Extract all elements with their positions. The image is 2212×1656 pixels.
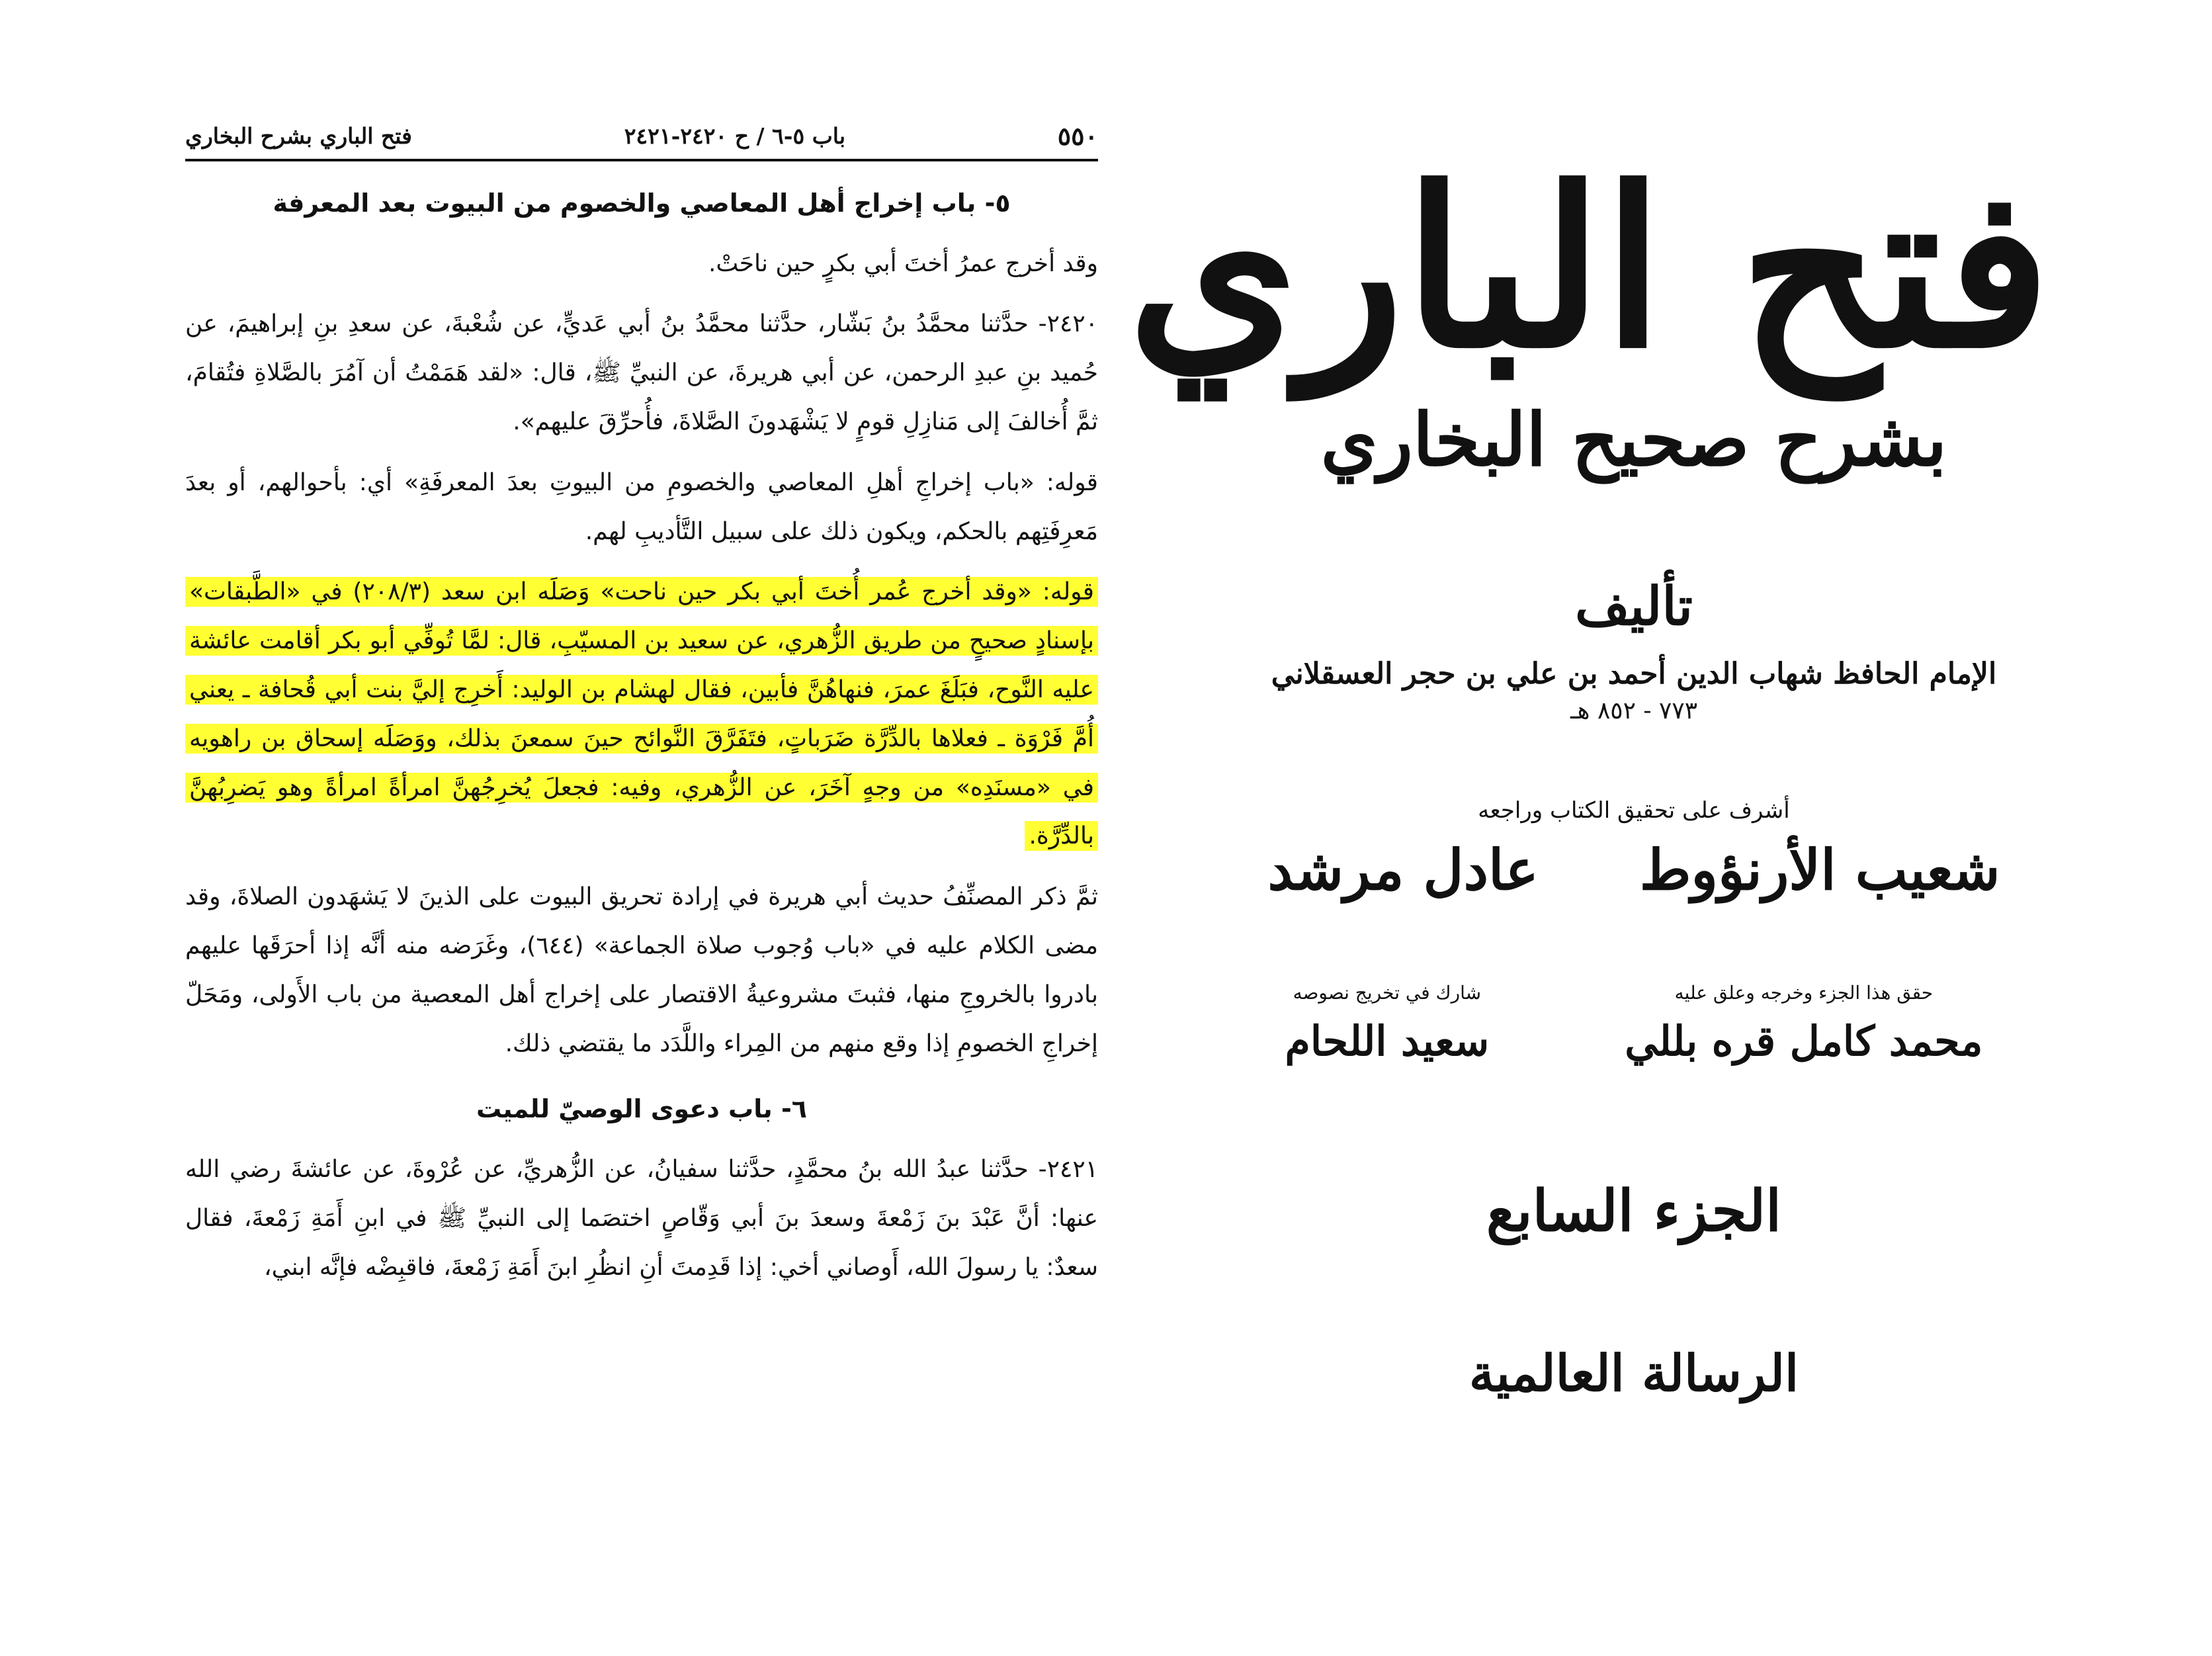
editor-2: عادل مرشد bbox=[1267, 837, 1539, 902]
assistants-row bbox=[1217, 982, 2051, 1065]
assistant-1-name: محمد كامل قره بللي bbox=[1625, 1017, 1983, 1065]
section-5-heading: ٥- باب إخراج أهل المعاصي والخصوم من البيوت بعد المعرفة bbox=[273, 189, 1011, 218]
page-number: ٥٥٠ bbox=[1057, 120, 1098, 151]
supervisors-label: أشرف على تحقيق الكتاب وراجعه bbox=[1478, 797, 1790, 824]
assistant-2-name: سعيد اللحام bbox=[1285, 1017, 1490, 1065]
title-page bbox=[1127, 132, 2051, 1588]
assistant-1 bbox=[1625, 982, 1982, 1065]
commentary-paragraph-1: قوله: «باب إخراجِ أهلِ المعاصي والخصومِ من البيوتِ بعدَ المعرفَةِ» أي: بأحوالهم، أو بعدَ مَعرِفَتِهم بالحكم، ويكون ذلك على سبيل التَّأديبِ لهم. bbox=[185, 468, 1098, 545]
commentary-paragraph-2: ثمَّ ذكر المصنِّفُ حديث أبي هريرة في إرادة تحريق البيوت على الذينَ لا يَشهَدون الصلاةَ، وقد مضى الكلام عليه في «باب وُجوب صلاة الجماعة» (٦٤٤)، وغَرَضه منه أنَّه إذا أحرَقَها عليهم بادروا بالخروجِ منها، فثبتَ مشروعيةُ الاقتصار على إخراج أهل المعصية من باب الأَولى، ومَحَلّ إخراجِ الخصومِ إذا وقع منهم من المِراء واللَّدَد ما يقتضي ذلك. bbox=[185, 883, 1098, 1057]
assistant-2 bbox=[1285, 982, 1490, 1065]
publisher-name: الرسالة العالمية bbox=[1468, 1344, 1799, 1403]
highlighted-passage: قوله: «وقد أخرج عُمر أُختَ أبي بكر حين ناحت» وَصَلَه ابن سعد (٢٠٨/٣) في «الطَّبقات» بإسنادٍ صحيحٍ من طريق الزُّهري، عن سعيد بن المسيّبِ، قال: لمَّا تُوفِّي أبو بكر أقامت عائشة عليه النَّوح، فبَلَغَ عمرَ، فنهاهُنَّ فأبين، فقال لهشام بن الوليد: أَخرِج إليَّ بنت أبي قُحافة ـ يعني أُمَّ فَرْوَة ـ فعلاها بالدِّرَّة ضَرَباتٍ، فتَفَرَّقَ النَّوائح حينَ سمعنَ بذلك، ووَصَلَه إسحاق بن راهويه في «مسنَدِه» من وجهٍ آخَرَ، عن الزُّهري، وفيه: فجعلَ يُخرِجُهنَّ امرأةً امرأةً وهو يَضرِبُهنَّ بالدِّرَّة. bbox=[185, 577, 1098, 851]
section-5-text: وقد أخرج عمرُ أختَ أبي بكرٍ حين ناحَتْ. bbox=[708, 249, 1098, 277]
assistant-1-label: حقق هذا الجزء وخرجه وعلق عليه bbox=[1674, 982, 1934, 1004]
title-block bbox=[1127, 140, 2051, 1403]
author-dates: ٧٧٣ - ٨٥٢ هـ bbox=[1570, 697, 1698, 724]
hadith-2420: ٢٤٢٠- حدَّثنا محمَّدُ بنُ بَشّار، حدَّثنا محمَّدُ بنُ أبي عَديٍّ، عن شُعْبةَ، عن سعدِ بنِ إبراهيمَ، عن حُميد بنِ عبدِ الرحمن، عن أبي هريرةَ، عن النبيِّ ﷺ، قال: «لقد هَمَمْتُ أن آمُرَ بالصَّلاةِ فتُقامَ، ثمَّ أُخالفَ إلى مَنازِلِ قومٍ لا يَشْهَدونَ الصَّلاةَ، فأُحرِّقَ عليهم». bbox=[185, 310, 1098, 435]
header-book-title: فتح الباري بشرح البخاري bbox=[185, 122, 412, 149]
chapter-reference: باب ٥-٦ / ح ٢٤٢٠-٢٤٢١ bbox=[624, 122, 846, 149]
book-subtitle: بشرح صحيح البخاري bbox=[1320, 397, 1947, 482]
author-name: الإمام الحافظ شهاب الدين أحمد بن علي بن حجر العسقلاني bbox=[1271, 657, 1997, 691]
hadith-2421: ٢٤٢١- حدَّثنا عبدُ الله بنُ محمَّدٍ، حدَّثنا سفيانُ، عن الزُّهريِّ، عن عُرْوةَ، عن عائشةَ رضي الله عنها: أنَّ عَبْدَ بنَ زَمْعةَ وسعدَ بنَ أبي وَقّاصٍ اختصَما إلى النبيِّ ﷺ في ابنِ أَمَةِ زَمْعةَ، فقال سعدٌ: يا رسولَ الله، أَوصاني أخي: إذا قَدِمتَ أنِ انظُرِ ابنَ أَمَةِ زَمْعةَ، فاقبِضْه فإنَّه ابني، bbox=[185, 1155, 1098, 1281]
section-6-heading: ٦- باب دعوى الوصيّ للميت bbox=[476, 1094, 807, 1124]
running-header bbox=[185, 112, 1098, 161]
assistant-2-label: شارك في تخريج نصوصه bbox=[1293, 982, 1482, 1004]
page-body bbox=[185, 182, 1098, 1303]
editor-1: شعيب الأرنؤوط bbox=[1639, 837, 2000, 902]
volume-label: الجزء السابع bbox=[1486, 1178, 1782, 1244]
editors-row bbox=[1217, 837, 2051, 902]
highlighted-paragraph bbox=[185, 568, 1098, 861]
book-title: فتح الباري bbox=[1127, 140, 2051, 396]
authorship-label: تأليف bbox=[1575, 575, 1693, 637]
left-page bbox=[185, 112, 1098, 1621]
